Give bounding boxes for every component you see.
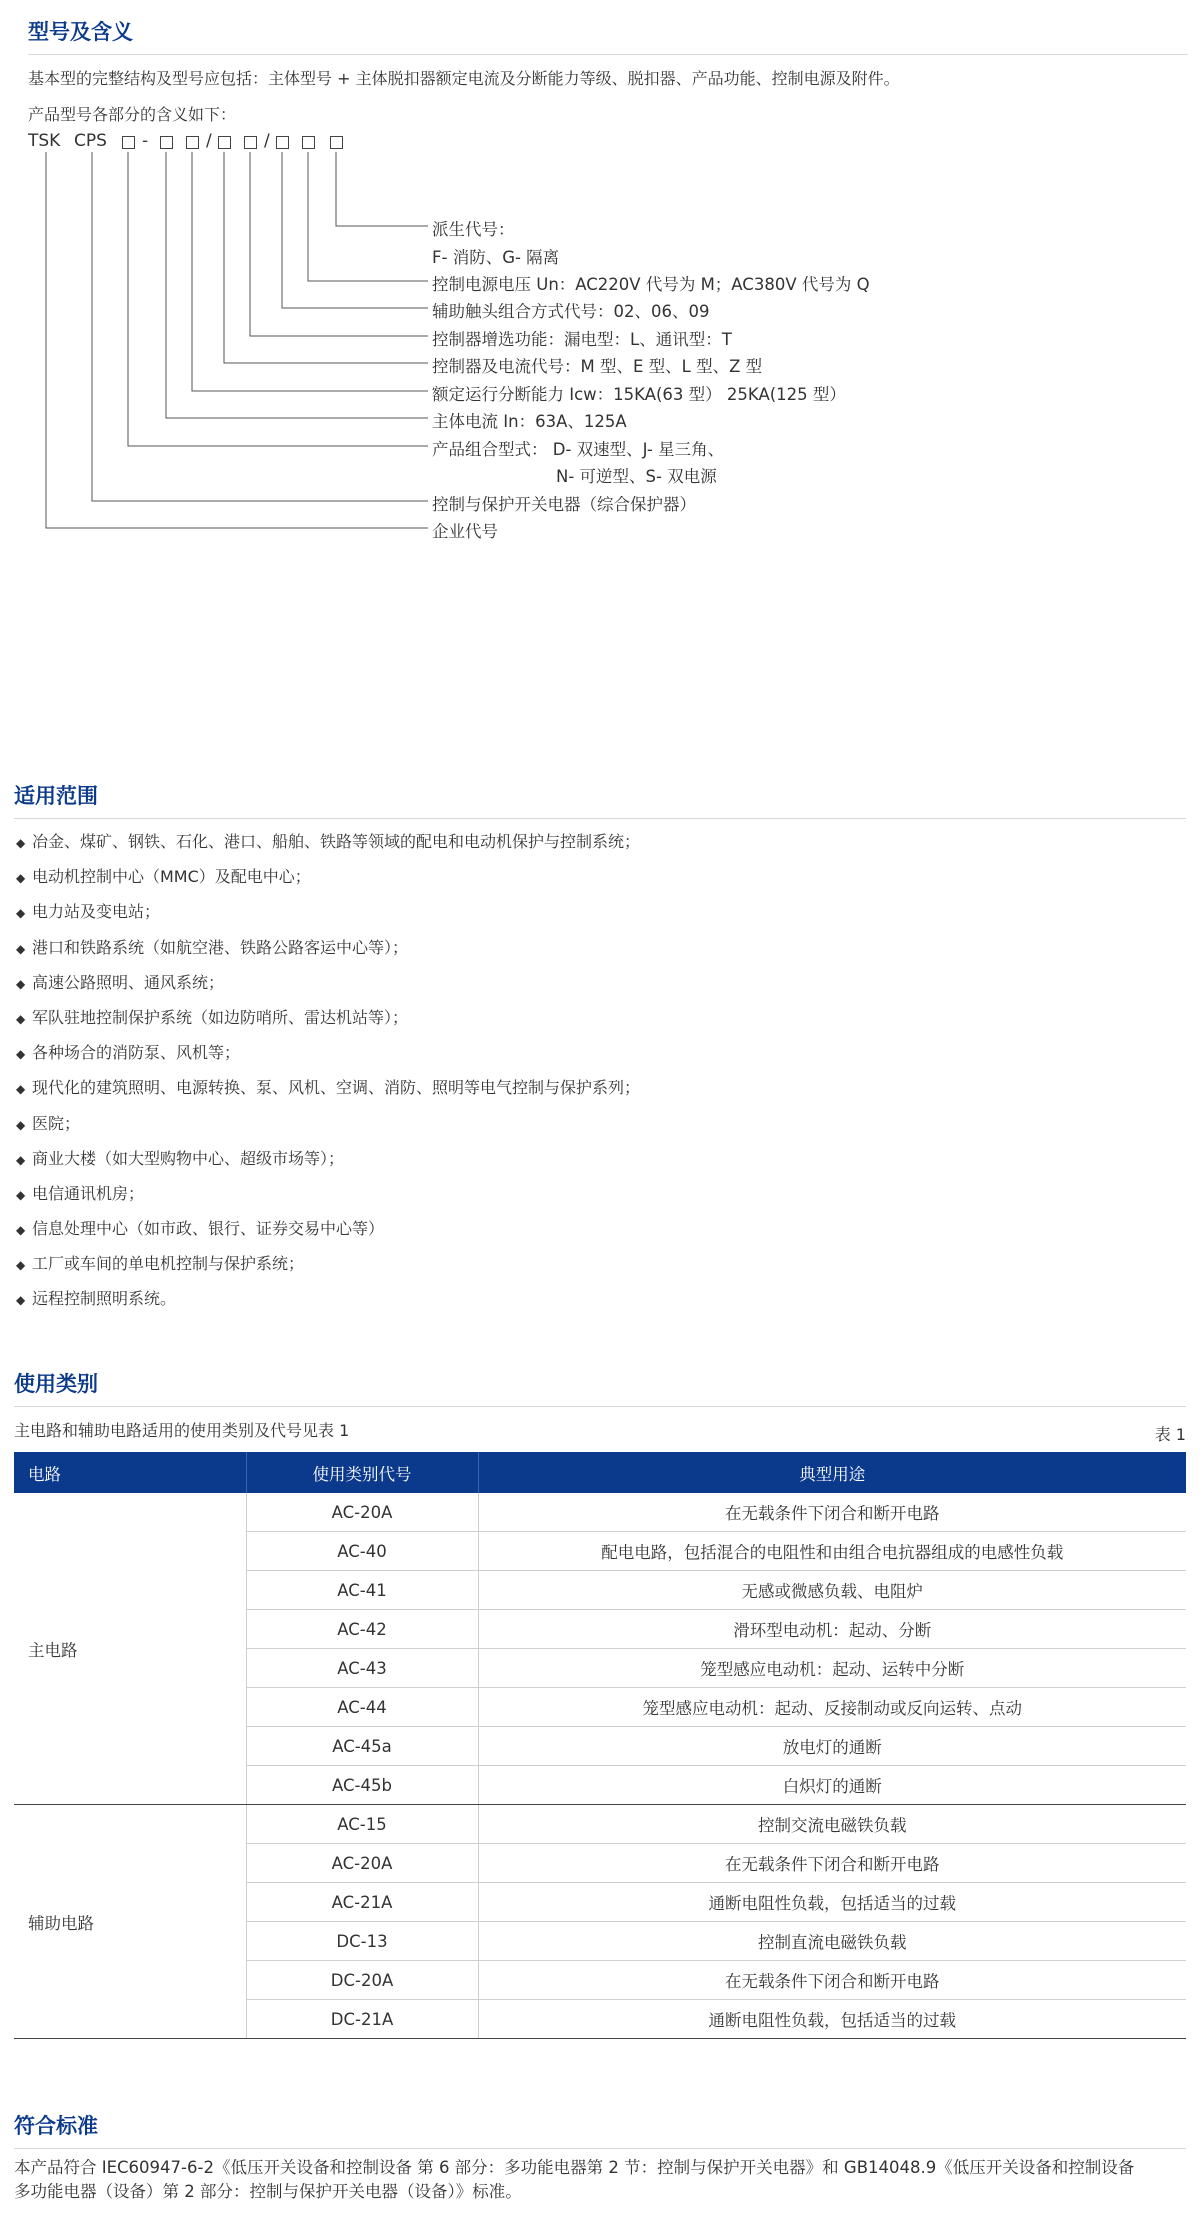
- desc-controller-current: 控制器及电流代号：M 型、E 型、L 型、Z 型: [432, 357, 763, 376]
- desc-combination-type-cont: N- 可逆型、S- 双电源: [556, 467, 717, 486]
- desc-controller-option: 控制器增选功能：漏电型：L、通讯型：T: [432, 330, 732, 349]
- model-intro: 基本型的完整结构及型号应包括：主体型号 + 主体脱扣器额定电流及分断能力等级、脱扣器、产品功能、控制电源及附件。: [28, 69, 900, 88]
- desc-main-current: 主体电流 In：63A、125A: [432, 412, 627, 431]
- list-item: ◆ 远程控制照明系统。: [16, 1281, 640, 1316]
- cell-code: AC-44: [246, 1688, 478, 1727]
- desc-aux-contact: 辅助触头组合方式代号：02、06、09: [432, 302, 710, 321]
- diamond-bullet-icon: ◆: [16, 1082, 26, 1097]
- header-category-code: 使用类别代号: [246, 1452, 478, 1493]
- cell-code: AC-20A: [246, 1844, 478, 1883]
- cell-code: AC-20A: [246, 1493, 478, 1532]
- section-divider: [14, 1406, 1186, 1407]
- diamond-bullet-icon: ◆: [16, 1117, 26, 1132]
- desc-control-voltage: 控制电源电压 Un：AC220V 代号为 M；AC380V 代号为 Q: [432, 275, 870, 294]
- model-sub-intro: 产品型号各部分的含义如下：: [28, 105, 237, 124]
- diamond-bullet-icon: ◆: [16, 1047, 26, 1062]
- standard-text-line-2: 多功能电器（设备）第 2 部分：控制与保护开关电器（设备）》标准。: [14, 2182, 522, 2201]
- cell-use: 通断电阻性负载，包括适当的过载: [478, 2000, 1186, 2039]
- code-slash: /: [206, 131, 212, 151]
- code-slash: /: [264, 131, 270, 151]
- diamond-bullet-icon: ◆: [16, 1152, 26, 1167]
- section-title-model: 型号及含义: [28, 20, 133, 44]
- cell-code: AC-42: [246, 1610, 478, 1649]
- code-prefix-cps: CPS: [74, 131, 107, 151]
- group-aux-circuit: 辅助电路: [14, 1805, 246, 2039]
- cell-use: 通断电阻性负载，包括适当的过载: [478, 1883, 1186, 1922]
- list-item: ◆ 电信通讯机房；: [16, 1176, 640, 1211]
- table-caption: 主电路和辅助电路适用的使用类别及代号见表 1: [14, 1421, 350, 1440]
- header-typical-use: 典型用途: [478, 1452, 1186, 1493]
- section-divider: [14, 818, 1186, 819]
- cell-use: 在无载条件下闭合和断开电路: [478, 1961, 1186, 2000]
- section-title-standard: 符合标准: [14, 2114, 98, 2138]
- cell-use: 在无载条件下闭合和断开电路: [478, 1844, 1186, 1883]
- cell-use: 笼型感应电动机：起动、运转中分断: [478, 1649, 1186, 1688]
- code-prefix-tsk: TSK: [28, 131, 61, 151]
- cell-use: 控制交流电磁铁负载: [478, 1805, 1186, 1844]
- cell-code: AC-41: [246, 1571, 478, 1610]
- standard-text-line-1: 本产品符合 IEC60947-6-2《低压开关设备和控制设备 第 6 部分：多功能电器第 2 节：控制与保护开关电器》和 GB14048.9《低压开关设备和控制设备: [14, 2158, 1135, 2177]
- section-title-scope: 适用范围: [14, 784, 98, 808]
- diamond-bullet-icon: ◆: [16, 941, 26, 956]
- list-item: ◆ 冶金、煤矿、钢铁、石化、港口、船舶、铁路等领域的配电和电动机保护与控制系统；: [16, 824, 640, 859]
- cell-use: 无感或微感负载、电阻炉: [478, 1571, 1186, 1610]
- scope-list: [16, 824, 640, 1317]
- section-title-category: 使用类别: [14, 1372, 98, 1396]
- cell-use: 白炽灯的通断: [478, 1766, 1186, 1805]
- header-circuit: 电路: [14, 1452, 246, 1493]
- desc-enterprise-code: 企业代号: [432, 522, 498, 541]
- list-item: ◆ 信息处理中心（如市政、银行、证券交易中心等）: [16, 1211, 640, 1246]
- diamond-bullet-icon: ◆: [16, 836, 26, 850]
- cell-code: AC-43: [246, 1649, 478, 1688]
- section-divider: [14, 2148, 1186, 2149]
- cell-code: DC-20A: [246, 1961, 478, 2000]
- list-item: ◆ 港口和铁路系统（如航空港、铁路公路客运中心等）；: [16, 930, 640, 965]
- diamond-bullet-icon: ◆: [16, 906, 26, 921]
- diamond-bullet-icon: ◆: [16, 871, 26, 886]
- diamond-bullet-icon: ◆: [16, 1187, 26, 1202]
- cell-code: AC-45b: [246, 1766, 478, 1805]
- list-item: ◆ 高速公路照明、通风系统；: [16, 965, 640, 1000]
- cell-use: 在无载条件下闭合和断开电路: [478, 1493, 1186, 1532]
- cell-code: DC-21A: [246, 2000, 478, 2039]
- diamond-bullet-icon: ◆: [16, 1223, 26, 1238]
- table-row: [14, 1805, 1186, 1844]
- desc-combination-type: 产品组合型式： D- 双速型、J- 星三角、: [432, 440, 725, 459]
- diamond-bullet-icon: ◆: [16, 1293, 26, 1308]
- diamond-bullet-icon: ◆: [16, 976, 26, 991]
- cell-use: 配电电路，包括混合的电阻性和由组合电抗器组成的电感性负载: [478, 1532, 1186, 1571]
- cell-code: AC-15: [246, 1805, 478, 1844]
- table-number: 表 1: [1154, 1425, 1186, 1444]
- list-item: ◆ 电动机控制中心（MMC）及配电中心；: [16, 859, 640, 894]
- cell-code: AC-21A: [246, 1883, 478, 1922]
- list-item: ◆ 现代化的建筑照明、电源转换、泵、风机、空调、消防、照明等电气控制与保护系列；: [16, 1070, 640, 1105]
- cell-code: DC-13: [246, 1922, 478, 1961]
- cell-use: 控制直流电磁铁负载: [478, 1922, 1186, 1961]
- diamond-bullet-icon: ◆: [16, 1258, 26, 1273]
- code-dash: -: [142, 131, 149, 151]
- group-main-circuit: 主电路: [14, 1493, 246, 1805]
- diamond-bullet-icon: ◆: [16, 1011, 26, 1026]
- desc-derived-values: F- 消防、G- 隔离: [432, 248, 560, 267]
- table-row: [14, 1493, 1186, 1532]
- cell-code: AC-45a: [246, 1727, 478, 1766]
- category-table: [14, 1452, 1186, 2039]
- list-item: ◆ 各种场合的消防泵、风机等；: [16, 1035, 640, 1070]
- table-header-row: [14, 1452, 1186, 1493]
- list-item: ◆ 工厂或车间的单电机控制与保护系统；: [16, 1246, 640, 1281]
- cell-use: 笼型感应电动机：起动、反接制动或反向运转、点动: [478, 1688, 1186, 1727]
- list-item: ◆ 军队驻地控制保护系统（如边防哨所、雷达机站等）；: [16, 1000, 640, 1035]
- desc-cps: 控制与保护开关电器（综合保护器）: [432, 495, 696, 514]
- cell-code: AC-40: [246, 1532, 478, 1571]
- list-item: ◆ 商业大楼（如大型购物中心、超级市场等）；: [16, 1141, 640, 1176]
- cell-use: 放电灯的通断: [478, 1727, 1186, 1766]
- cell-use: 滑环型电动机：起动、分断: [478, 1610, 1186, 1649]
- desc-breaking-capacity: 额定运行分断能力 Icw：15KA(63 型） 25KA(125 型）: [432, 385, 846, 404]
- list-item: ◆ 电力站及变电站；: [16, 894, 640, 929]
- list-item: ◆ 医院；: [16, 1106, 640, 1141]
- desc-derived-code: 派生代号：: [432, 220, 515, 239]
